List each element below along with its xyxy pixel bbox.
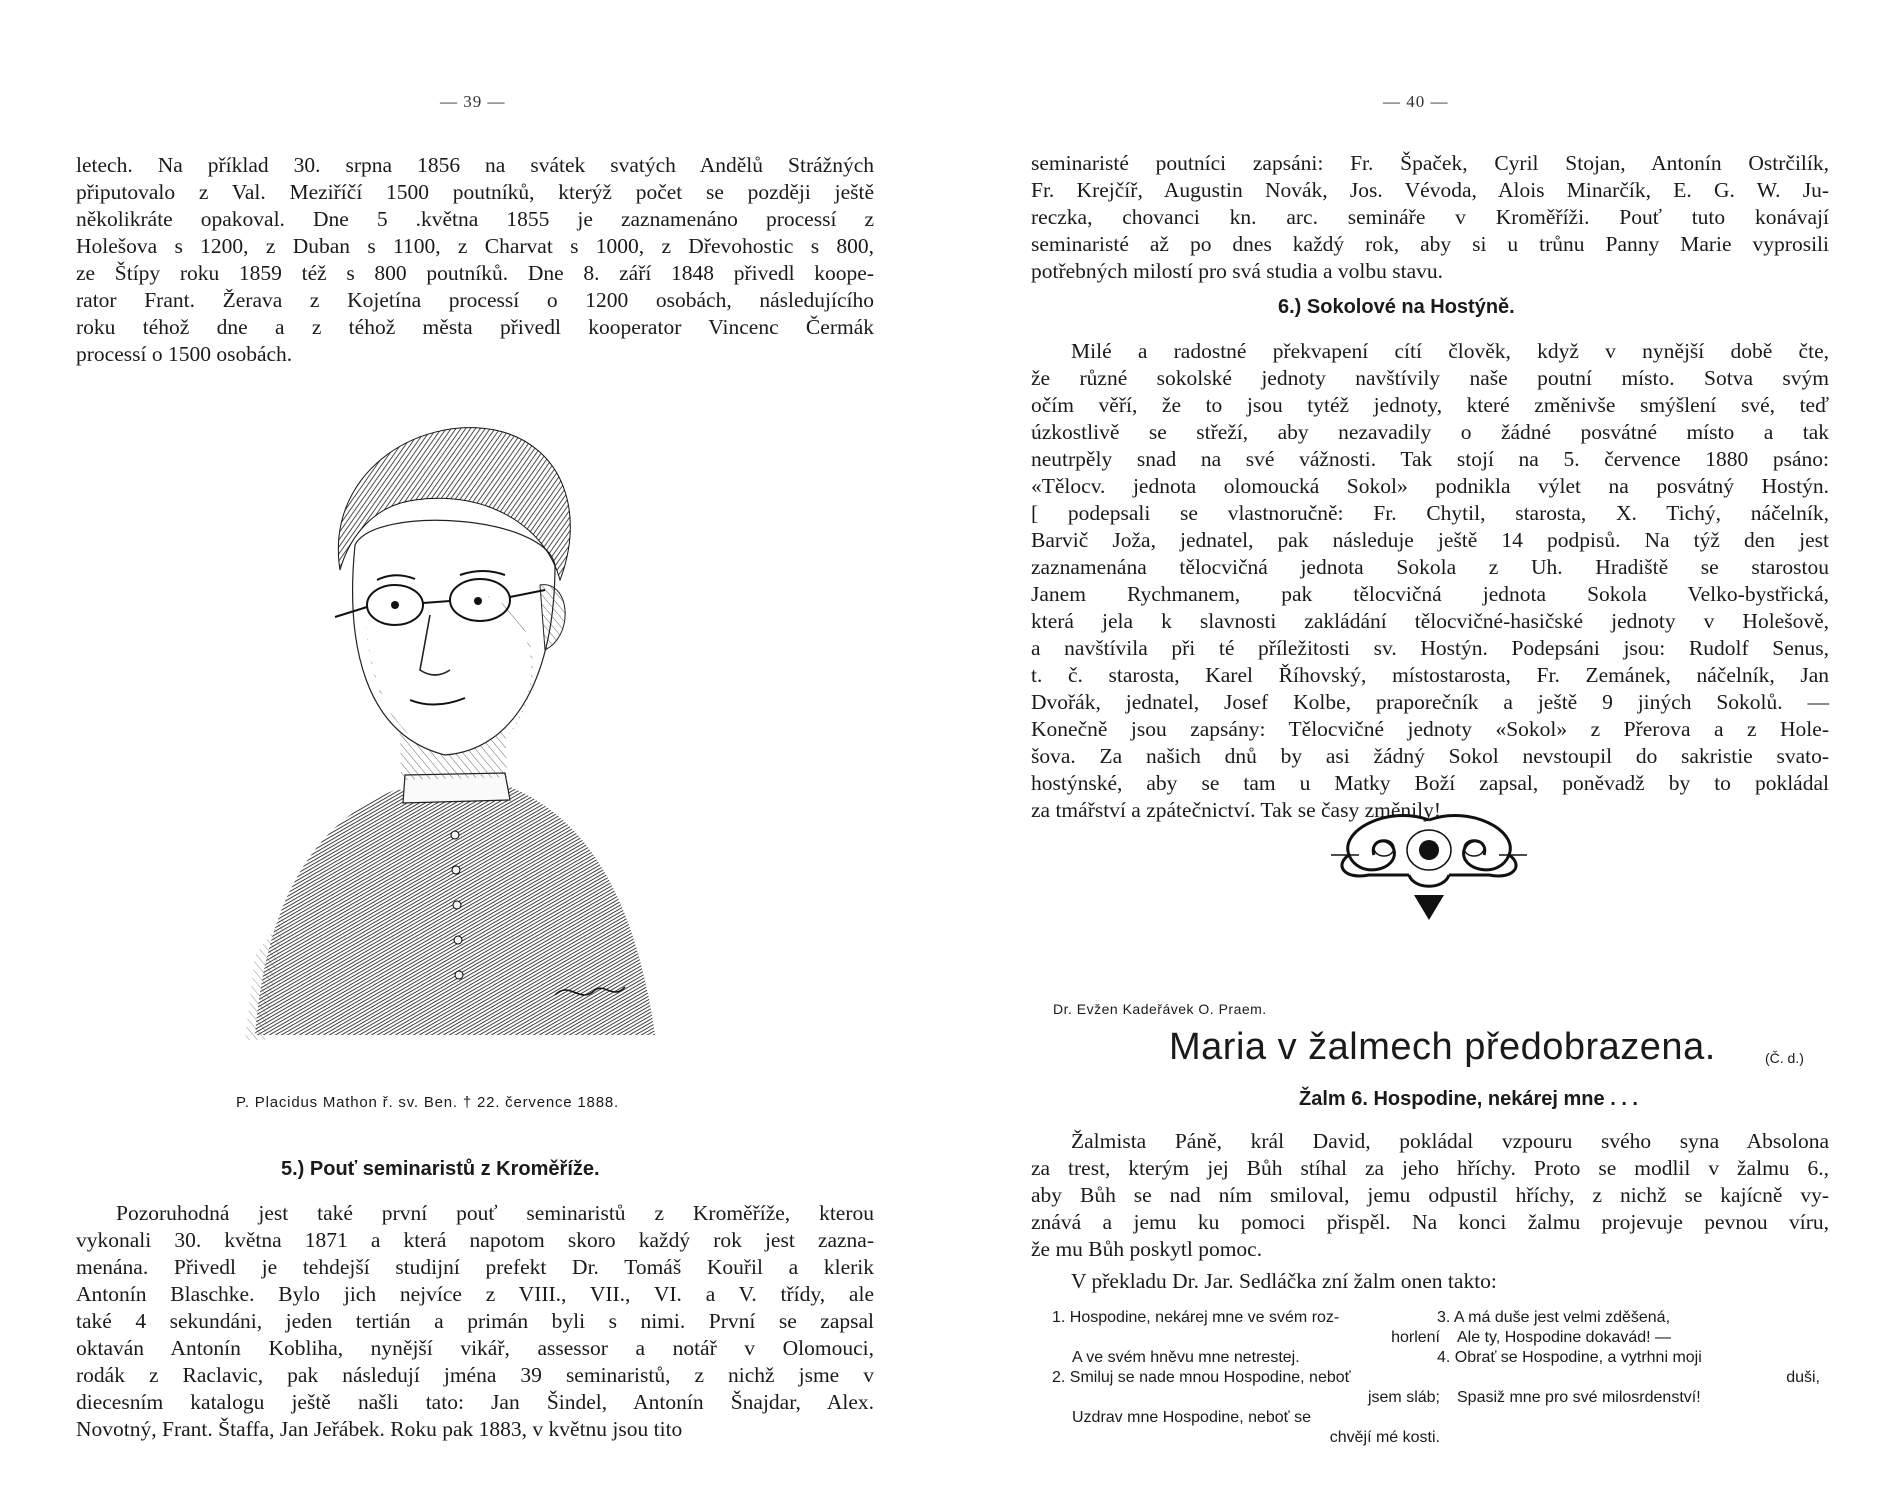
text-line: za tmářství a zpátečnictví. Tak se časy změnily! [1031, 798, 1442, 822]
psalm-subheading: Žalm 6. Hospodine, nekárej mne . . . [1299, 1088, 1638, 1110]
text-line: aby Bůh se nad ním smiloval, jemu odpustil hříchy, z nichž se kajícně vy- [1031, 1183, 1829, 1207]
psalm-verse-line: 3. A má duše jest velmi zděšená, [1437, 1309, 1671, 1326]
section-heading-6: 6.) Sokolové na Hostýně. [1278, 296, 1515, 318]
psalm-verses-right [1437, 1308, 1832, 1408]
psalm-verse-line: 4. Obrať se Hospodine, a vytrhni moji [1437, 1349, 1702, 1366]
text-line: Pozoruhodná jest také první pouť seminaristů z Kroměříže, kterou [116, 1201, 874, 1225]
psalm-verse-line: 1. Hospodine, nekárej mne ve svém roz- [1052, 1309, 1340, 1326]
psalm-verses-left [1052, 1308, 1452, 1448]
psalm-verse-line: chvějí mé kosti. [1329, 1429, 1440, 1446]
text-line: Žalmista Páně, král David, pokládal vzpouru svého syna Absolona [1071, 1129, 1829, 1153]
text-line: Konečně jsou zapsány: Tělocvičné jednoty «Sokol» z Přerova a z Hole- [1031, 717, 1829, 741]
text-line: seminaristé až po dnes každý rok, aby si u trůnu Panny Marie vyprosili [1031, 232, 1829, 256]
text-line: reczka, chovanci kn. arc. semináře v Kroměříži. Pouť tuto konávají [1031, 205, 1829, 229]
text-line: a navštívila při té příležitosti sv. Hostýn. Podepsáni jsou: Rudolf Senus, [1031, 636, 1829, 660]
article-title: Maria v žalmech předobrazena. [1169, 1026, 1716, 1068]
text-line: diecesním katalogu ještě našli tato: Jan Šindel, Antonín Šnajdar, Alex. [76, 1390, 874, 1414]
text-line: potřebných milostí pro svá studia a volbu stavu. [1031, 259, 1444, 283]
text-line: znává a jemu ku pomoci přispěl. Na konci žalmu projevuje pevnou víru, [1031, 1210, 1829, 1234]
title-note: (Č. d.) [1765, 1050, 1804, 1066]
text-line: seminaristé poutníci zapsáni: Fr. Špaček, Cyril Stojan, Antonín Ostrčilík, [1031, 151, 1829, 175]
text-line: Novotný, Frant. Štaffa, Jan Jeřábek. Roku pak 1883, v květnu jsou tito [76, 1417, 683, 1441]
text-line: menána. Přivedl je tehdejší studijní prefekt Dr. Tomáš Kouřil a klerik [76, 1255, 874, 1279]
text-line: vykonali 30. května 1871 a která napotom skoro každý rok jest zazna- [76, 1228, 874, 1252]
text-line: několikráte opakoval. Dne 5 .května 1855 je zaznamenáno processí z [76, 207, 874, 231]
text-line: rodák z Raclavic, pak následují jména 39 seminaristů, z nichž jsme v [76, 1363, 874, 1387]
text-line: «Tělocv. jednota olomoucká Sokol» podnikla výlet na posvátný Hostýn. [1031, 474, 1829, 498]
text-line: [ podepsali se vlastnoručně: Fr. Chytil, starosta, X. Tichý, náčelník, [1031, 501, 1829, 525]
text-line: zaznamenána tělocvičná jednota Sokola z Uh. Hradiště se starostou [1031, 555, 1829, 579]
text-line: Fr. Krejčíř, Augustin Novák, Jos. Vévoda, Alois Minarčík, E. G. W. Ju- [1031, 178, 1829, 202]
text-line: že různé sokolské jednoty navštívily naše poutní místo. Sotva svým [1031, 366, 1829, 390]
psalm-verse-line: Uzdrav mne Hospodine, neboť se [1072, 1409, 1312, 1426]
text-line: že mu Bůh poskytl pomoc. [1031, 1237, 1263, 1261]
text-line: processí o 1500 osobách. [76, 342, 293, 366]
text-line: Dvořák, jednatel, Josef Kolbe, praporečník a ještě 9 jiných Sokolů. — [1031, 690, 1829, 714]
paragraph-section-6 [1031, 338, 1829, 824]
ornament-icon [1329, 810, 1529, 925]
right-page [949, 0, 1898, 1500]
page-number: — 40 — [1383, 92, 1449, 111]
text-line: Holešova s 1200, z Duban s 1100, z Charvat s 1000, z Dřevohostic s 800, [76, 234, 874, 258]
text-line: oktaván Antonín Kobliha, nynější vikář, assessor a notář v Olomouci, [76, 1336, 874, 1360]
text-line: Antonín Blaschke. Bylo jich nejvíce z VIII., VII., VI. a V. třídy, ale [76, 1282, 874, 1306]
paragraph-continuation [1031, 150, 1829, 285]
text-line: ze Štípy roku 1859 též s 800 poutníků. Dne 8. září 1848 přivedl koope- [76, 261, 874, 285]
text-line: t. č. starosta, Karel Říhovský, místostarosta, Fr. Zemánek, náčelník, Jan [1031, 663, 1829, 687]
text-line: za trest, kterým jej Bůh stíhal za jeho hříchy. Proto se modlil v žalmu 6., [1031, 1156, 1829, 1180]
text-line: hostýnské, aby se tam u Matky Boží zapsal, poněvadž by to pokládal [1031, 771, 1829, 795]
psalm-verse-line: jsem sláb; [1367, 1389, 1440, 1406]
text-line: neutrpěly snad na své vážnosti. Tak stojí na 5. července 1880 psáno: [1031, 447, 1829, 471]
paragraph-intro [76, 152, 874, 368]
psalm-verse-line: horlení [1391, 1329, 1440, 1346]
text-line: také 4 sekundáni, jeden tertián a primán byli s nimi. První se zapsal [76, 1309, 874, 1333]
psalm-verse-line: duši, [1786, 1369, 1820, 1386]
psalm-verse-line: 2. Smiluj se nade mnou Hospodine, neboť [1052, 1369, 1351, 1386]
text-line: která jela k slavnosti zakládání tělocvičné-hasičské jednoty v Holešově, [1031, 609, 1829, 633]
paragraph-section-5 [76, 1200, 874, 1443]
translation-intro-line: V překladu Dr. Jar. Sedláčka zní žalm onen takto: [1071, 1269, 1497, 1293]
text-line: Barvič Joža, jednatel, pak následuje ještě 14 podpisů. Na týž den jest [1031, 528, 1829, 552]
text-line: Janem Rychmanem, pak tělocvičná jednota Sokola Velko-bystřická, [1031, 582, 1829, 606]
text-line: roku téhož dne a z téhož města přivedl kooperator Vincenc Čermák [76, 315, 874, 339]
text-line: připutovalo z Val. Meziříčí 1500 poutníků, kterýž počet se později ještě [76, 180, 874, 204]
portrait-caption: P. Placidus Mathon ř. sv. Ben. † 22. července 1888. [236, 1094, 619, 1111]
psalm-verse-line: A ve svém hněvu mne netrestej. [1072, 1349, 1300, 1366]
text-line: očím věří, že to jsou tytéž jednoty, které změnivše smýšlení své, teď [1031, 393, 1829, 417]
text-line: rator Frant. Žerava z Kojetína processí o 1200 osobách, následujícího [76, 288, 874, 312]
section-heading-5: 5.) Pouť seminaristů z Kroměříže. [281, 1158, 600, 1180]
psalm-verse-line: Spasiž mne pro své milosrdenství! [1457, 1389, 1701, 1406]
psalm-verse-line: Ale ty, Hospodine dokavád! — [1457, 1329, 1672, 1346]
text-line: úzkostlivě se střeží, aby nezavadily o žádné posvátné místo a tak [1031, 420, 1829, 444]
portrait-engraving [225, 395, 675, 1050]
paragraph-psalm-intro [1031, 1128, 1829, 1263]
text-line: šova. Za našich dnů by asi žádný Sokol nevstoupil do sakristie svato- [1031, 744, 1829, 768]
text-line: Milé a radostné překvapení cítí člověk, když v nynější době čte, [1071, 339, 1829, 363]
page-number: — 39 — [440, 92, 506, 111]
text-line: letech. Na příklad 30. srpna 1856 na svátek svatých Andělů Strážných [76, 153, 874, 177]
article-author: Dr. Evžen Kadeřávek O. Praem. [1053, 1001, 1267, 1017]
